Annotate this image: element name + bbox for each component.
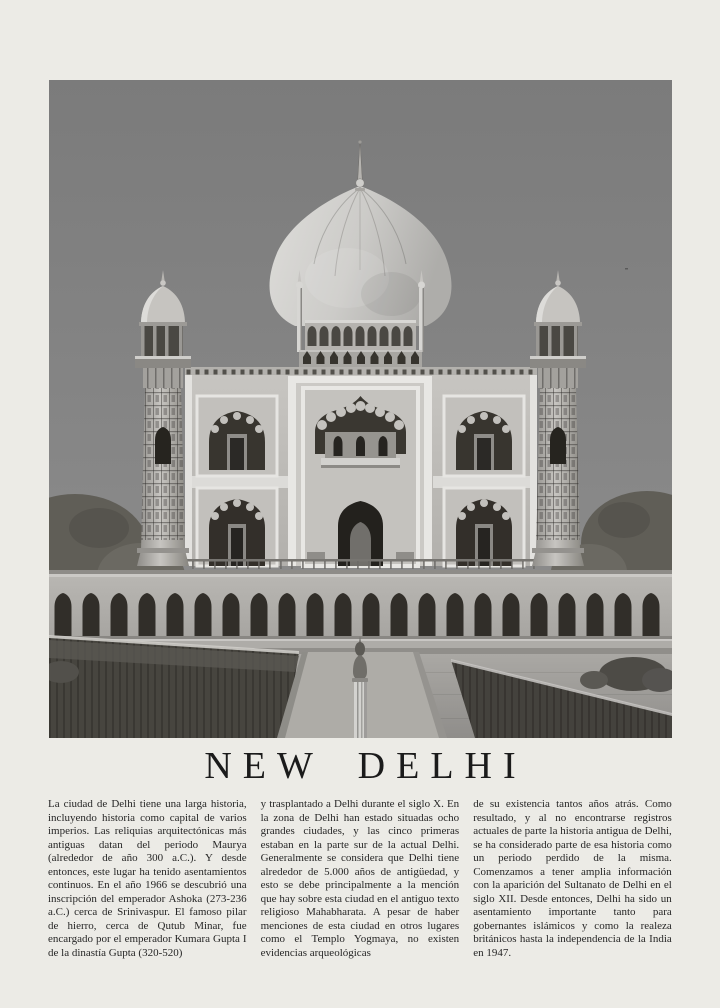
tomb-photo-drawing	[49, 80, 672, 738]
article-column-3: de su existencia tantos años atrás. Como resultado, y al no encontrarse registros actuales de parte la historia antigua de Delhi, se ha considerado parte de esa historia como un periodo perdido de la misma. Comenzamos a tener amplia información con la aparición del Sultanato de Delhi en el siglo XII. Desde entonces, Delhi ha sido un asentamiento importante tanto para gobernantes islámicos y como la realeza británicos hasta la independencia de la India en 1947.	[473, 798, 672, 959]
bird-speck	[625, 268, 628, 270]
article-column-2: y trasplantado a Delhi durante el siglo X. En la zona de Delhi han estado situadas ocho grandes ciudades, y las cinco primeras estaban en la parte sur de la actual Delhi. Generalmente se considera que Delhi tiene alrededor de 5.000 años de antigüedad, y esto se debe principalmente a la mención que hay sobre esta ciudad en el antiguo texto religioso Mahabharata. A pesar de haber menciones de esta ciudad en otros lugares como el Templo Yogmaya, no existen evidencias arqueológicas	[260, 798, 460, 959]
article-column-1: La ciudad de Delhi tiene una larga historia, incluyendo historia como capital de varios imperios. Las reliquias arquitectónicas más antiguas datan del periodo Maurya (alrededor de año 300 a.C.). Y desde entonces, este lugar ha tenido asentamientos continuos. En el año 1966 se descubrió una inscripción del emperador Ashoka (273-236 a.C.) cerca de Srinivaspur. El famoso pilar de hierro, cerca de Qutub Minar, fue encargado por el emperador Kumara Gupta I de la dinastía Gupta (320-520)	[48, 798, 247, 959]
article-columns	[48, 798, 672, 960]
tomb-facade	[185, 367, 537, 569]
tomb-photo	[49, 80, 672, 738]
central-portal	[288, 376, 432, 566]
page-title: NEW DELHI	[204, 745, 527, 787]
